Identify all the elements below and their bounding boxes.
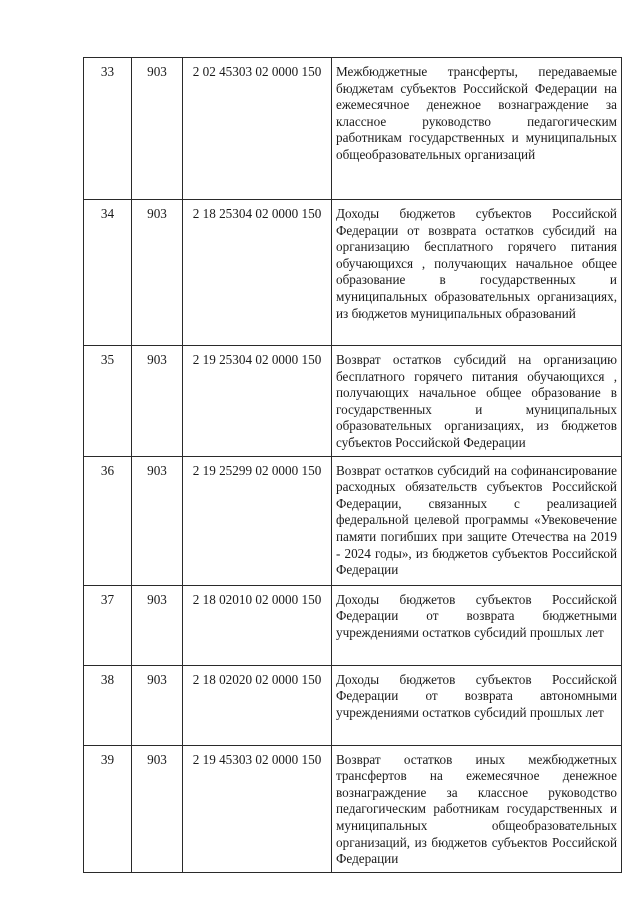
description-cell: Возврат остатков субсидий на организацию бесплатного горячего питания обучающихся , получающих начальное общее образование в государственных и муниципальных образовательных организациях, из бюджетов субъектов Российской Федерации [332,346,622,457]
description-cell: Доходы бюджетов субъектов Российской Федерации от возврата бюджетными учреждениями остатков субсидий прошлых лет [332,585,622,665]
row-number-cell: 34 [84,200,132,346]
budget-classification-code-cell: 2 18 25304 02 0000 150 [183,200,332,346]
administrator-code-cell: 903 [132,665,183,745]
budget-classification-code-cell: 2 19 25304 02 0000 150 [183,346,332,457]
table-row [84,346,622,457]
row-number-cell: 35 [84,346,132,457]
row-number-cell: 38 [84,665,132,745]
budget-classification-code-cell: 2 18 02010 02 0000 150 [183,585,332,665]
budget-classification-code-cell: 2 02 45303 02 0000 150 [183,58,332,200]
table-row [84,585,622,665]
row-number-cell: 37 [84,585,132,665]
description-cell: Возврат остатков субсидий на софинансирование расходных обязательств субъектов Российской Федерации, связанных с реализацией федеральной целевой программы «Увековечение памяти погибших при защите Отечества на 2019 - 2024 годы», из бюджетов субъектов Российской Федерации [332,456,622,585]
administrator-code-cell: 903 [132,745,183,872]
administrator-code-cell: 903 [132,200,183,346]
table-row [84,58,622,200]
row-number-cell: 39 [84,745,132,872]
row-number-cell: 36 [84,456,132,585]
administrator-code-cell: 903 [132,585,183,665]
description-cell: Доходы бюджетов субъектов Российской Федерации от возврата автономными учреждениями остатков субсидий прошлых лет [332,665,622,745]
table-row [84,665,622,745]
administrator-code-cell: 903 [132,346,183,457]
description-cell: Доходы бюджетов субъектов Российской Федерации от возврата остатков субсидий на организацию бесплатного горячего питания обучающихся , получающих начальное общее образование в государственных и муниципальных образовательных организациях, из бюджетов муниципальных образований [332,200,622,346]
table-row [84,200,622,346]
table-row [84,745,622,872]
description-cell: Межбюджетные трансферты, передаваемые бюджетам субъектов Российской Федерации на ежемесячное денежное вознаграждение за классное руководство педагогическим работникам государственных и муниципальных общеобразовательных организаций [332,58,622,200]
budget-classification-code-cell: 2 19 45303 02 0000 150 [183,745,332,872]
administrator-code-cell: 903 [132,456,183,585]
revenue-codes-table [83,57,622,873]
table-row [84,456,622,585]
administrator-code-cell: 903 [132,58,183,200]
row-number-cell: 33 [84,58,132,200]
budget-classification-code-cell: 2 19 25299 02 0000 150 [183,456,332,585]
budget-classification-code-cell: 2 18 02020 02 0000 150 [183,665,332,745]
description-cell: Возврат остатков иных межбюджетных трансфертов на ежемесячное денежное вознаграждение за классное руководство педагогическим работникам государственных и муниципальных общеобразовательных организаций, из бюджетов субъектов Российской Федерации [332,745,622,872]
